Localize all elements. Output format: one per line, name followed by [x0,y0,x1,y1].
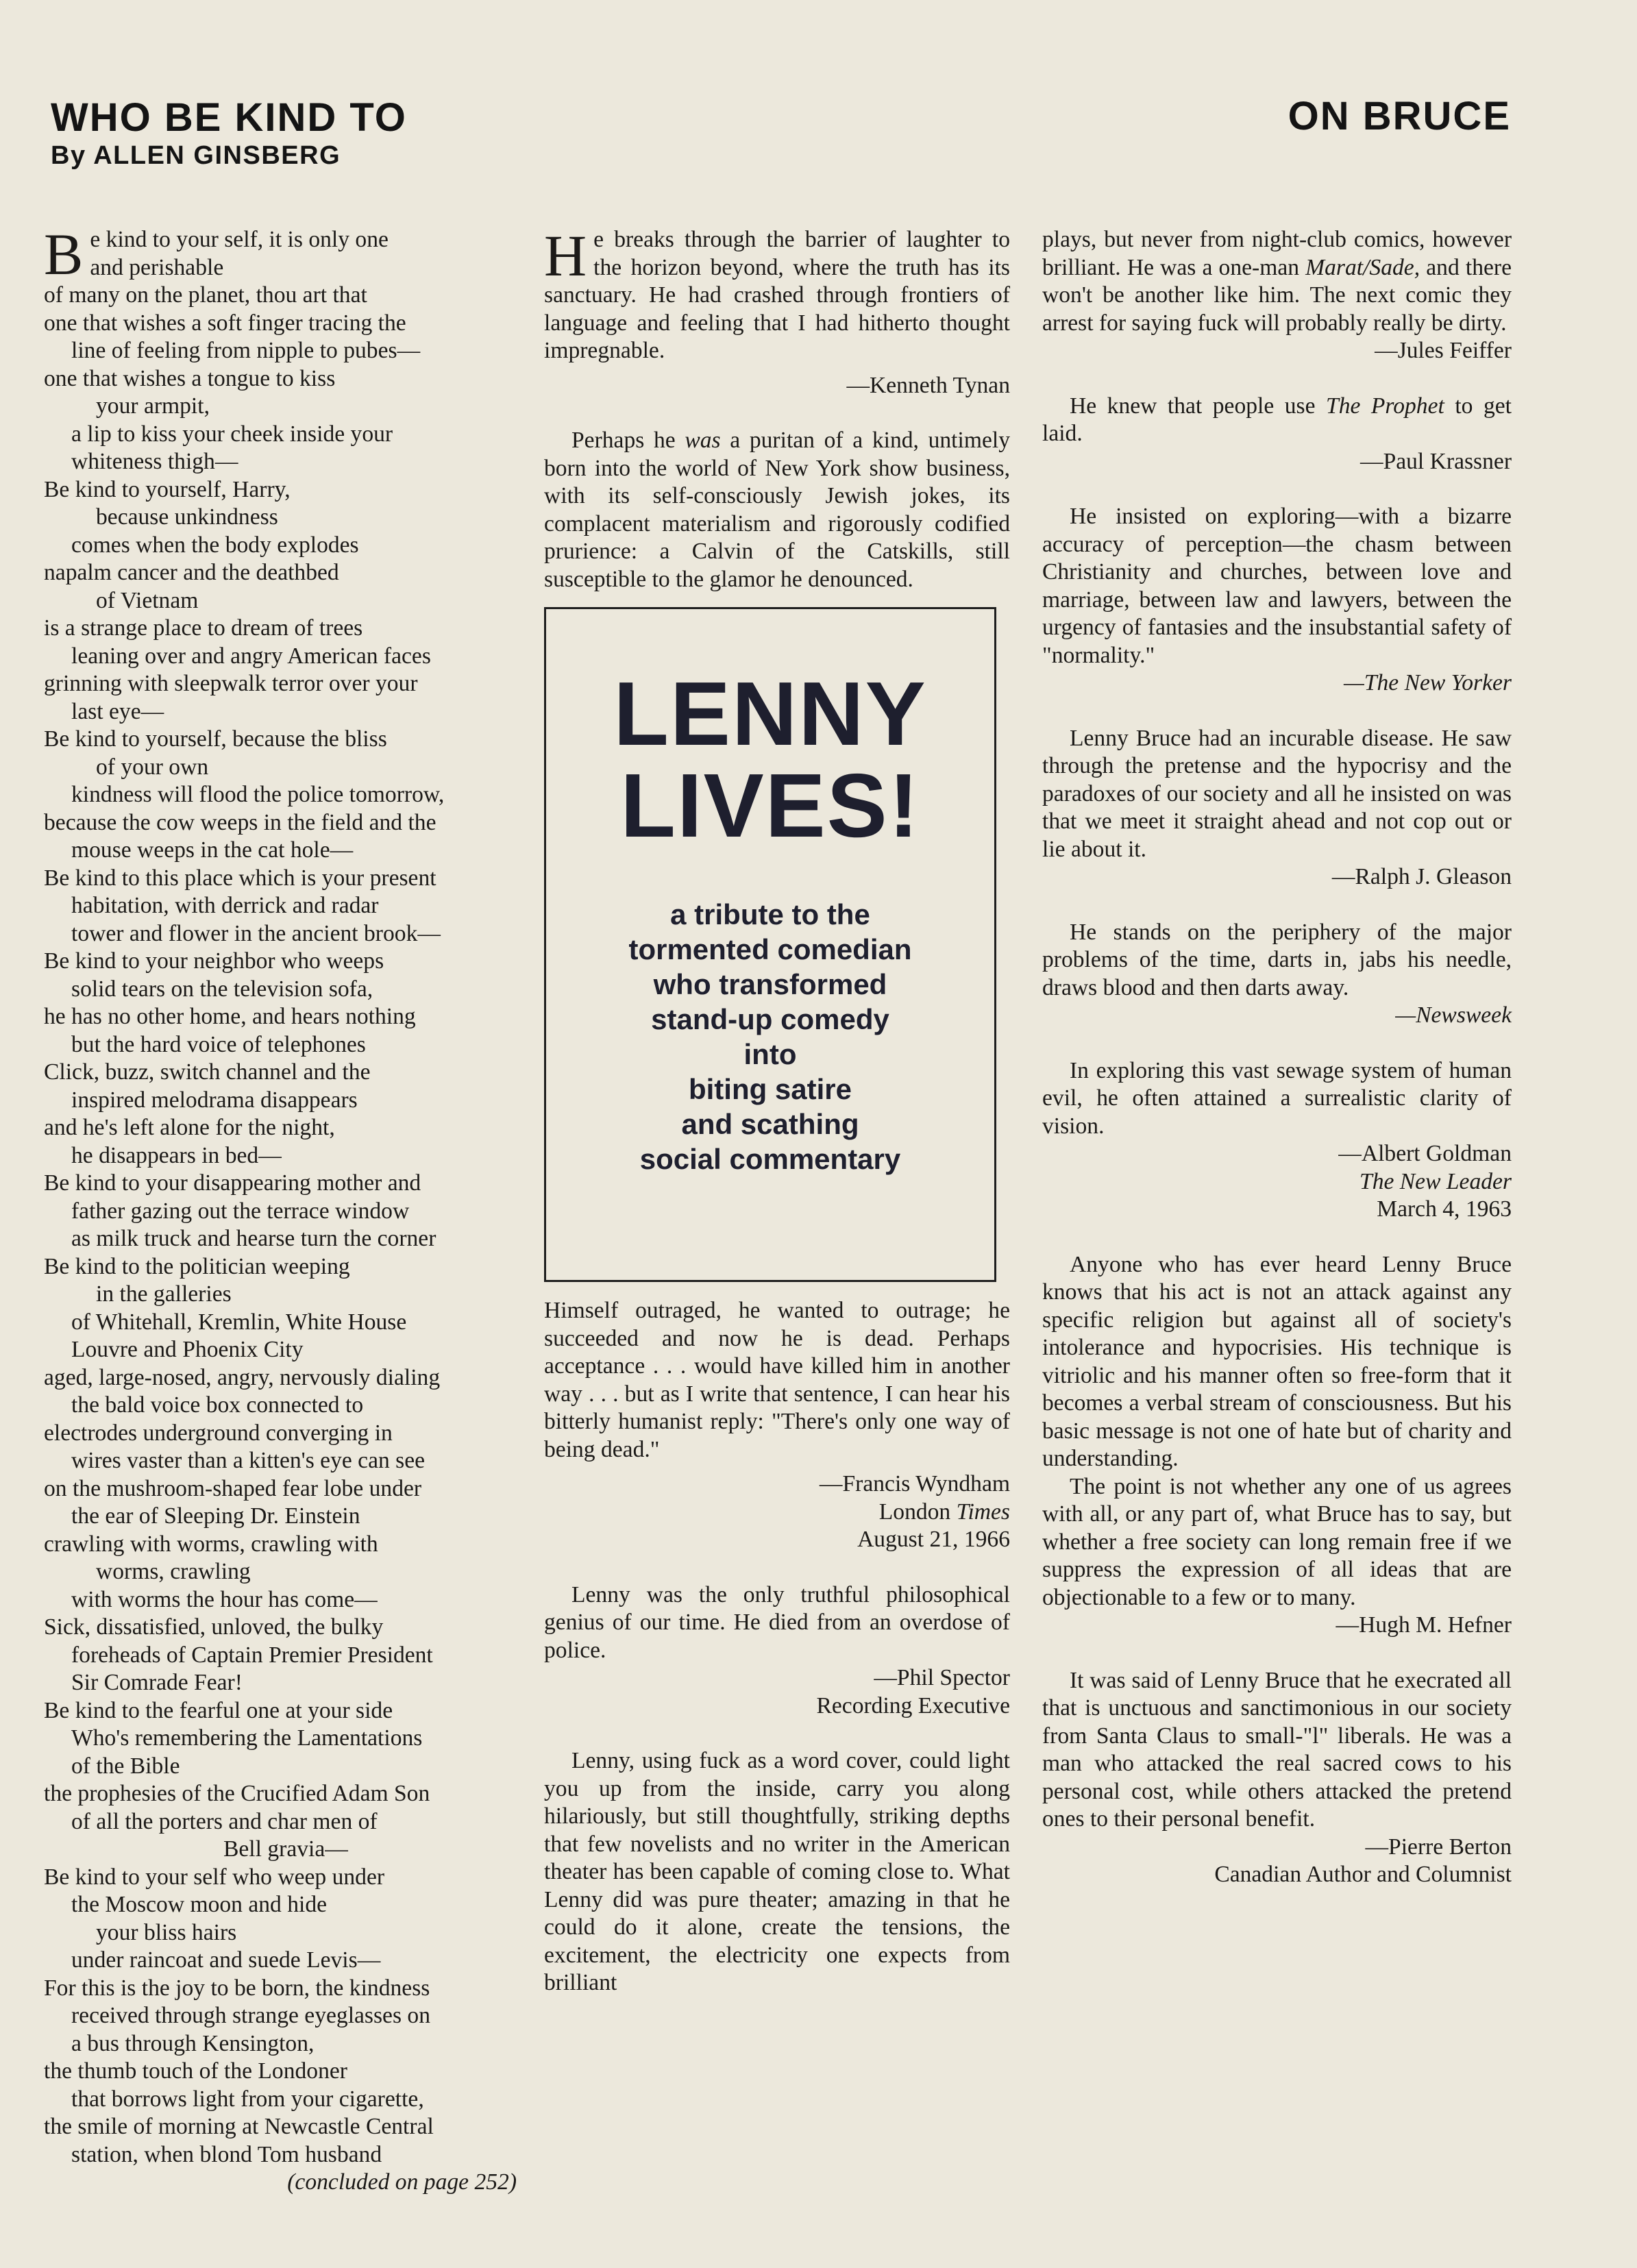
feiffer-quote: plays, but never from night-club comics, however brilliant. He was a one-man Marat/Sade, and there won't be another like him. The next comic they arrest for saying fuck will probably really be dirty. [1042,227,1512,336]
poem-line: of the Bible [71,1753,180,1779]
poem-line: that borrows light from your cigarette, [71,2086,424,2112]
page-title: WHO BE KIND TO [51,95,407,140]
goldman-attribution: —Albert Goldman [1338,1141,1512,1166]
spector-quote: Lenny was the only truthful philosophical genius of our time. He died from an overdose of police. [544,1581,1010,1663]
wyndham-date: August 21, 1966 [857,1527,1010,1552]
poem-line: one that wishes a tongue to kiss [44,365,336,391]
poem-line: Who's remembering the Lamentations [71,1725,423,1751]
wyndham-source: London Times [878,1499,1010,1525]
poem-line: he has no other home, and hears nothing [44,1004,416,1029]
poem-line: of Whitehall, Kremlin, White House [71,1309,407,1335]
spector-title: Recording Executive [816,1692,1010,1718]
poem-line: line of feeling from nipple to pubes— [71,338,421,363]
spector-attribution: —Phil Spector [874,1665,1010,1690]
tynan-attribution: —Kenneth Tynan [846,372,1010,398]
poem-line: father gazing out the terrace window [71,1198,410,1224]
poem-line: kindness will flood the police tomorrow, [71,782,445,807]
goldman-quote: In exploring this vast sewage system of human evil, he often attained a surrealistic clarity of vision. [1042,1057,1512,1139]
lenny-theater-quote: Lenny, using fuck as a word cover, could light you up from the inside, carry you along hilariously, but still thoughtfully, striking depths that few novelists and no writer in the American theater has been capable of coming close to. What Lenny did was pure theater; amazing in that he could do it alone, create the tensions, the excitement, the electricity one expects from brilliant [544,1748,1010,1995]
poem-line: and perishable [90,254,224,280]
poem-line: received through strange eyeglasses on [71,2003,431,2028]
poem-line: electrodes underground converging in [44,1420,393,1446]
poem-line: Be kind to your self who weep under [44,1864,385,1890]
poem-line: the prophesies of the Crucified Adam Son [44,1781,430,1806]
poem-line: For this is the joy to be born, the kindness [44,1975,430,2001]
poem-line: the smile of morning at Newcastle Central [44,2114,434,2139]
box-subheadline-line: into [743,1038,797,1070]
wyndham-quote: Himself outraged, he wanted to outrage; he succeeded and now he is dead. Perhaps acceptance . . . would have killed him in another way . . . but as I write that sentence, I can hear his bitterly humanist reply: "There's only one way of being dead." [544,1298,1010,1462]
gleason-attribution: —Ralph J. Gleason [1331,864,1512,889]
poem-line: as milk truck and hearse turn the corner [71,1226,436,1251]
poem-line: leaning over and angry American faces [71,643,431,669]
feiffer-attribution: —Jules Feiffer [1375,338,1512,363]
poem-line: mouse weeps in the cat hole— [71,837,354,863]
krassner-attribution: —Paul Krassner [1359,448,1512,474]
box-subheadline-line: stand-up comedy [651,1003,889,1035]
tynan-quote: He breaks through the barrier of laughter to the horizon beyond, where the truth has its sanctuary. He had crashed through frontiers of language and feeling that I had hitherto thought impregnable. [544,223,1010,363]
poem-line: worms, crawling [96,1559,251,1584]
poem-line: Be kind to your disappearing mother and [44,1170,421,1196]
poem-line: wires vaster than a kitten's eye can see [71,1448,426,1473]
poem-line: under raincoat and suede Levis— [71,1947,381,1973]
box-subheadline [546,852,994,1176]
poem-line: your bliss hairs [96,1919,237,1945]
poem-line: and he's left alone for the night, [44,1115,335,1140]
poem-column [44,221,517,2197]
poem-line: habitation, with derrick and radar [71,893,379,918]
poem-line: Sick, dissatisfied, unloved, the bulky [44,1614,384,1640]
newyorker-attribution: —The New Yorker [1343,670,1512,695]
poem-line: with worms the hour has come— [71,1586,378,1612]
puritan-quote: Perhaps he was a puritan of a kind, untimely born into the world of New York show business, with its self-consciously Jewish jokes, its complacent materialism and rigorously codified prurience: a Calvin of the Catskills, still susceptible to the glamor he denounced. [544,428,1010,592]
poem-line: your armpit, [96,393,210,419]
gleason-quote: Lenny Bruce had an incurable disease. He saw through the pretense and the hypocrisy and the paradoxes of our society and all he insisted on was that we meet it straight ahead and not cop out or lie about it. [1042,725,1512,862]
poem-line: Louvre and Phoenix City [71,1337,304,1362]
poem-line: station, when blond Tom husband [71,2141,382,2167]
hefner-quote-1: Anyone who has ever heard Lenny Bruce knows that his act is not an attack against any specific religion but against all of society's intolerance and hypocrisies. His technique is vitriolic and his manner often so free-form that it becomes a verbal stream of consciousness. But his basic message is not one of hate but of charity and understanding. [1042,1251,1512,1471]
poem-line: of your own [96,754,209,780]
poem-line: he disappears in bed— [71,1142,282,1168]
poem-line: whiteness thigh— [71,449,238,474]
box-subheadline-line: who transformed [653,968,887,1000]
poem-line: Be kind to your neighbor who weeps [44,948,384,974]
poem-line: last eye— [71,698,164,724]
poem-line: the ear of Sleeping Dr. Einstein [71,1503,360,1529]
poem-line: of Vietnam [96,587,199,613]
poem-line: one that wishes a soft finger tracing the [44,310,406,336]
berton-attribution: —Pierre Berton [1365,1834,1512,1860]
poem-line: inspired melodrama disappears [71,1087,358,1113]
newyorker-quote: He insisted on exploring—with a bizarre accuracy of perception—the chasm between Christianity and churches, between love and marriage, between law and lawyers, between the urgency of fantasies and the insubstantial safety of "normality." [1042,504,1512,668]
poem-line: is a strange place to dream of trees [44,615,363,641]
poem-line: Be kind to the politician weeping [44,1253,350,1279]
quotes-column-middle [544,223,1010,1997]
poem-line: Be kind to the fearful one at your side [44,1697,393,1723]
poem-line: crawling with worms, crawling with [44,1531,378,1557]
poem-line: of all the porters and char men of [71,1808,378,1834]
poem-line: Bell gravia— [223,1836,348,1862]
lenny-lives-box [544,607,996,1282]
box-subheadline-line: a tribute to the [670,898,870,930]
poem-line: because unkindness [96,504,278,530]
hefner-quote-2: The point is not whether any one of us agrees with all, or any part of, what Bruce has to say, but whether a free society can long remain free if we suppress the expression of all ideas that are objectionable to a few or to many. [1042,1473,1512,1610]
poem-line: e kind to your self, it is only one [90,227,389,252]
poem-line: comes when the body explodes [71,532,359,558]
goldman-publication: The New Leader [1359,1168,1512,1194]
newsweek-quote: He stands on the periphery of the major problems of the time, darts in, jabs his needle, draws blood and then darts away. [1042,919,1512,1000]
poem-line: on the mushroom-shaped fear lobe under [44,1475,422,1501]
box-subheadline-line: tormented comedian [628,933,912,965]
berton-quote: It was said of Lenny Bruce that he execrated all that is unctuous and sanctimonious in our society from Santa Claus to small-"l" liberals. He was a man who attacked the real sacred cows to his personal cost, while others attacked the pretend ones to their personal benefit. [1042,1667,1512,1832]
poem-lines [44,221,517,2169]
poem-line: Be kind to yourself, Harry, [44,476,291,502]
poem-line: solid tears on the television sofa, [71,976,373,1002]
poem-line: the Moscow moon and hide [71,1892,328,1917]
box-subheadline-line: social commentary [639,1143,901,1175]
byline: By ALLEN GINSBERG [51,141,341,170]
poem-line: the bald voice box connected to [71,1392,364,1418]
box-subheadline-line: and scathing [681,1108,859,1140]
krassner-quote: He knew that people use The Prophet to get laid. [1042,393,1512,446]
section-title: ON BRUCE [1288,94,1511,138]
poem-line: the thumb touch of the Londoner [44,2058,347,2084]
poem-line: foreheads of Captain Premier President [71,1642,433,1668]
quotes-column-right [1042,226,1512,1889]
poem-line: tower and flower in the ancient brook— [71,920,441,946]
poem-line: Sir Comrade Fear! [71,1670,243,1695]
berton-title: Canadian Author and Columnist [1214,1862,1512,1887]
poem-line: grinning with sleepwalk terror over your [44,671,418,696]
poem-line: aged, large-nosed, angry, nervously dialing [44,1364,441,1390]
poem-line: a bus through Kensington, [71,2030,315,2056]
poem-line: a lip to kiss your cheek inside your [71,421,393,447]
poem-line: Click, buzz, switch channel and the [44,1059,371,1085]
wyndham-attribution: —Francis Wyndham [819,1471,1010,1496]
poem-line: but the hard voice of telephones [71,1031,366,1057]
poem-line: because the cow weeps in the field and the [44,809,436,835]
poem-line: Be kind to yourself, because the bliss [44,726,387,752]
poem-line: Be kind to this place which is your present [44,865,436,891]
box-subheadline-line: biting satire [688,1073,852,1105]
hefner-attribution: —Hugh M. Hefner [1336,1612,1512,1638]
poem-line: in the galleries [96,1281,232,1307]
continuation-note: (concluded on page 252) [287,2169,517,2195]
goldman-date: March 4, 1963 [1377,1196,1512,1222]
newsweek-attribution: —Newsweek [1395,1002,1512,1028]
tynan-dropcap: H [544,223,587,288]
poem-dropcap: B [44,221,84,287]
box-headline: LENNY LIVES! [613,663,927,856]
poem-line: napalm cancer and the deathbed [44,560,339,585]
poem-line: of many on the planet, thou art that [44,282,367,308]
